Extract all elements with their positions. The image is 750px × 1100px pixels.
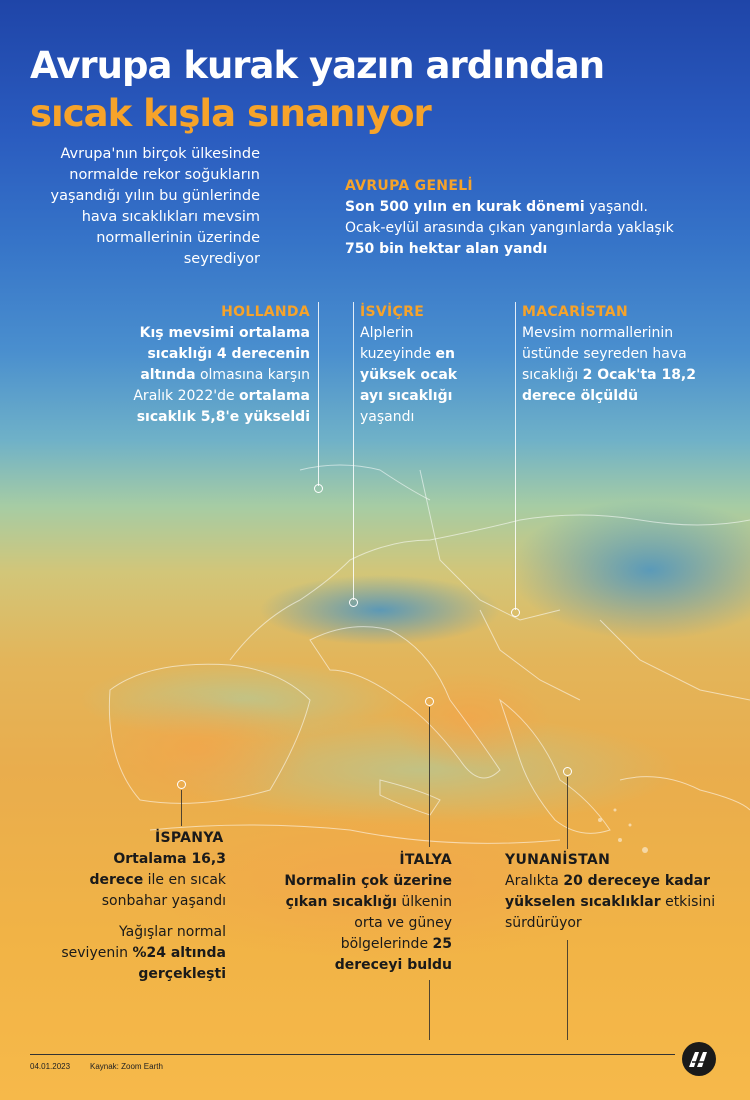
ispanya-bold-1: Ortalama 16,3 derece	[89, 851, 226, 888]
isvicre-block	[360, 302, 480, 428]
italya-bold-1: Normalin çok üzerine çıkan sıcaklığı	[284, 873, 452, 910]
macaristan-location-dot	[511, 608, 520, 617]
hollanda-heading: HOLLANDA	[221, 304, 310, 320]
yunanistan-heading: YUNANİSTAN	[505, 852, 611, 868]
isvicre-text-2: yaşandı	[360, 409, 415, 425]
macaristan-pointer-line	[515, 302, 516, 610]
isvicre-heading: İSVİÇRE	[360, 304, 425, 320]
isvicre-bold-1: en yüksek ocak ayı sıcaklığı	[360, 346, 458, 404]
ispanya-location-dot	[177, 780, 186, 789]
avrupa-text-1: yaşandı.	[584, 199, 648, 215]
isvicre-pointer-line	[353, 302, 354, 600]
avrupa-text-2: Ocak-eylül arasında çıkan yangınlarda yaklaşık	[345, 220, 674, 236]
italya-block	[270, 850, 452, 976]
hollanda-location-dot	[314, 484, 323, 493]
macaristan-text-1: Mevsim normallerinin üstünde seyreden hava sıcaklığı	[522, 325, 687, 383]
yunanistan-lower-line	[567, 940, 568, 1040]
title-line-1: Avrupa kurak yazın ardından	[30, 44, 605, 87]
italya-heading: İTALYA	[399, 852, 452, 868]
ispanya-block	[60, 828, 226, 985]
avrupa-bold-3: 750 bin hektar alan yandı	[345, 241, 548, 257]
yunanistan-block	[505, 850, 727, 934]
page-title	[30, 42, 604, 138]
macaristan-bold-1: 2 Ocak'ta 18,2 derece ölçüldü	[522, 367, 696, 404]
ispanya-pointer-line	[181, 790, 182, 826]
hollanda-pointer-line	[318, 302, 319, 486]
macaristan-block	[522, 302, 712, 407]
ispanya-bold-2: %24 altında gerçekleşti	[132, 945, 226, 982]
italya-text-1: ülkenin orta ve güney bölgelerinde	[340, 894, 452, 952]
footer-divider	[30, 1054, 675, 1055]
yunanistan-location-dot	[563, 767, 572, 776]
hollanda-text-1: olmasına karşın Aralık 2022'de	[133, 367, 310, 404]
hollanda-bold-1: Kış mevsimi ortalama sıcaklığı 4 derecenin altında	[139, 325, 310, 383]
italya-pointer-line	[429, 707, 430, 847]
yunanistan-bold-1: 20 dereceye kadar yükselen sıcaklıklar	[505, 873, 711, 910]
italya-lower-line	[429, 980, 430, 1040]
italya-location-dot	[425, 697, 434, 706]
title-line-2: sıcak kışla sınanıyor	[30, 92, 431, 135]
yunanistan-pointer-line	[567, 777, 568, 849]
hollanda-bold-2: ortalama sıcaklık 5,8'e yükseldi	[136, 388, 310, 425]
yunanistan-text-1: Aralıkta	[505, 873, 564, 889]
isvicre-location-dot	[349, 598, 358, 607]
italya-bold-2: 25 dereceyi buldu	[334, 936, 452, 973]
ispanya-text-1: ile en sıcak sonbahar yaşandı	[101, 872, 226, 909]
avrupa-block	[345, 176, 735, 260]
ispanya-text-2: Yağışlar normal seviyenin	[61, 924, 226, 961]
yunanistan-text-2: etkisini sürdürüyor	[505, 894, 716, 931]
macaristan-heading: MACARİSTAN	[522, 304, 628, 320]
aa-logo-icon	[682, 1042, 716, 1076]
ispanya-heading: İSPANYA	[155, 830, 224, 846]
footer-date: 04.01.2023	[30, 1062, 71, 1071]
avrupa-bold-1: Son 500 yılın en kurak dönemi	[345, 199, 585, 215]
intro-text: Avrupa'nın birçok ülkesinde normalde rekor soğukların yaşandığı yılın bu günlerinde hava sıcaklıkları mevsim normallerinin üzerinde seyrediyor	[50, 146, 260, 267]
hollanda-block	[112, 302, 310, 428]
footer-source: Kaynak: Zoom Earth	[90, 1062, 163, 1071]
isvicre-text-1: Alplerin kuzeyinde	[360, 325, 436, 362]
avrupa-heading: AVRUPA GENELİ	[345, 178, 473, 194]
